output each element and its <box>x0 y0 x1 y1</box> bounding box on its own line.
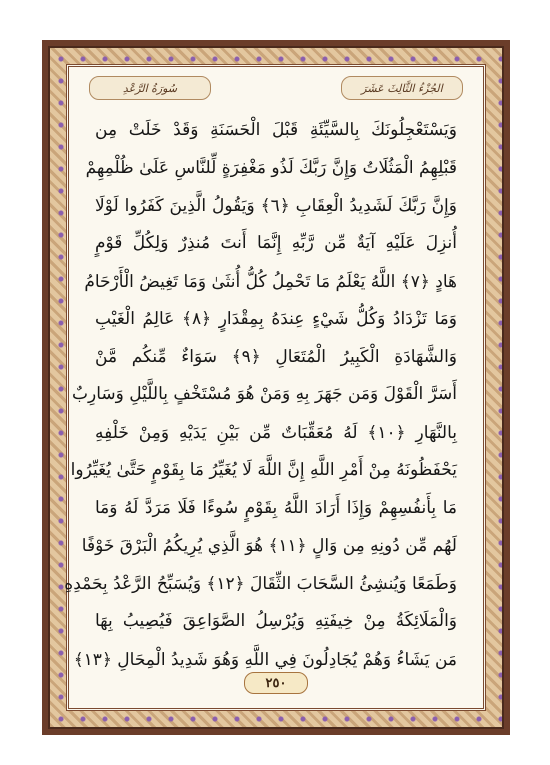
page-header <box>89 73 463 103</box>
text-line: يَحْفَظُونَهُ مِنْ أَمْرِ اللَّهِ إِنَّ اللَّهَ لَا يُغَيِّرُ مَا بِقَوْمٍ حَتَّىٰ يُغَيِّرُوا <box>70 460 457 481</box>
text-line: أُنزِلَ عَلَيْهِ آيَةٌ مِّن رَّبِّهِ إِنَّمَا أَنتَ مُنذِرٌ وَلِكُلِّ قَوْمٍ <box>95 233 457 254</box>
text-line: مَن يَشَاءُ وَهُمْ يُجَادِلُونَ فِي اللَّهِ وَهُوَ شَدِيدُ الْمِحَالِ ﴿١٣﴾ <box>73 649 457 670</box>
text-line: وَيَسْتَعْجِلُونَكَ بِالسَّيِّئَةِ قَبْلَ الْحَسَنَةِ وَقَدْ خَلَتْ مِن <box>95 119 457 140</box>
surah-name-label: سُورَةُ الرَّعْدِ <box>89 76 211 100</box>
text-line: وَالشَّهَادَةِ الْكَبِيرُ الْمُتَعَالِ ﴿٩﴾ سَوَاءٌ مِّنكُم مَّنْ <box>95 347 458 368</box>
text-line: وَإِنَّ رَبَّكَ لَشَدِيدُ الْعِقَابِ ﴿٦﴾ وَيَقُولُ الَّذِينَ كَفَرُوا لَوْلَا <box>95 195 457 216</box>
ornamental-border <box>48 46 504 729</box>
text-line: وَمَا تَزْدَادُ وَكُلُّ شَيْءٍ عِندَهُ بِمِقْدَارٍ ﴿٨﴾ عَالِمُ الْغَيْبِ <box>95 309 458 330</box>
text-line: وَالْمَلَائِكَةُ مِنْ خِيفَتِهِ وَيُرْسِلُ الصَّوَاعِقَ فَيُصِيبُ بِهَا <box>95 611 457 632</box>
juz-label: الجُزْءُ الثَّالِثَ عَشَرَ <box>341 76 463 100</box>
text-line: هَادٍ ﴿٧﴾ اللَّهُ يَعْلَمُ مَا تَحْمِلُ كُلُّ أُنثَىٰ وَمَا تَغِيضُ الْأَرْحَامُ <box>84 271 457 292</box>
text-line: قَبْلِهِمُ الْمَثُلَاتُ وَإِنَّ رَبَّكَ لَذُو مَغْفِرَةٍ لِّلنَّاسِ عَلَىٰ ظُلْمِهِمْ <box>85 157 457 178</box>
text-line: بِالنَّهَارِ ﴿١٠﴾ لَهُ مُعَقِّبَاتٌ مِّن بَيْنِ يَدَيْهِ وَمِنْ خَلْفِهِ <box>95 422 458 443</box>
text-line: أَسَرَّ الْقَوْلَ وَمَن جَهَرَ بِهِ وَمَنْ هُوَ مُسْتَخْفٍ بِاللَّيْلِ وَسَارِبٌ <box>72 384 457 405</box>
text-line: وَطَمَعًا وَيُنشِئُ السَّحَابَ الثِّقَالَ ﴿١٢﴾ وَيُسَبِّحُ الرَّعْدُ بِحَمْدِهِ <box>64 573 457 594</box>
text-panel <box>66 64 486 711</box>
text-line: لَهُم مِّن دُونِهِ مِن وَالٍ ﴿١١﴾ هُوَ الَّذِي يُرِيكُمُ الْبَرْقَ خَوْفًا <box>81 536 457 557</box>
page-number: ٢٥٠ <box>244 672 308 694</box>
text-line: مَا بِأَنفُسِهِمْ وَإِذَا أَرَادَ اللَّهُ بِقَوْمٍ سُوءًا فَلَا مَرَدَّ لَهُ وَمَا <box>95 497 457 518</box>
verse-text-area <box>64 111 458 670</box>
mushaf-page <box>42 40 510 735</box>
